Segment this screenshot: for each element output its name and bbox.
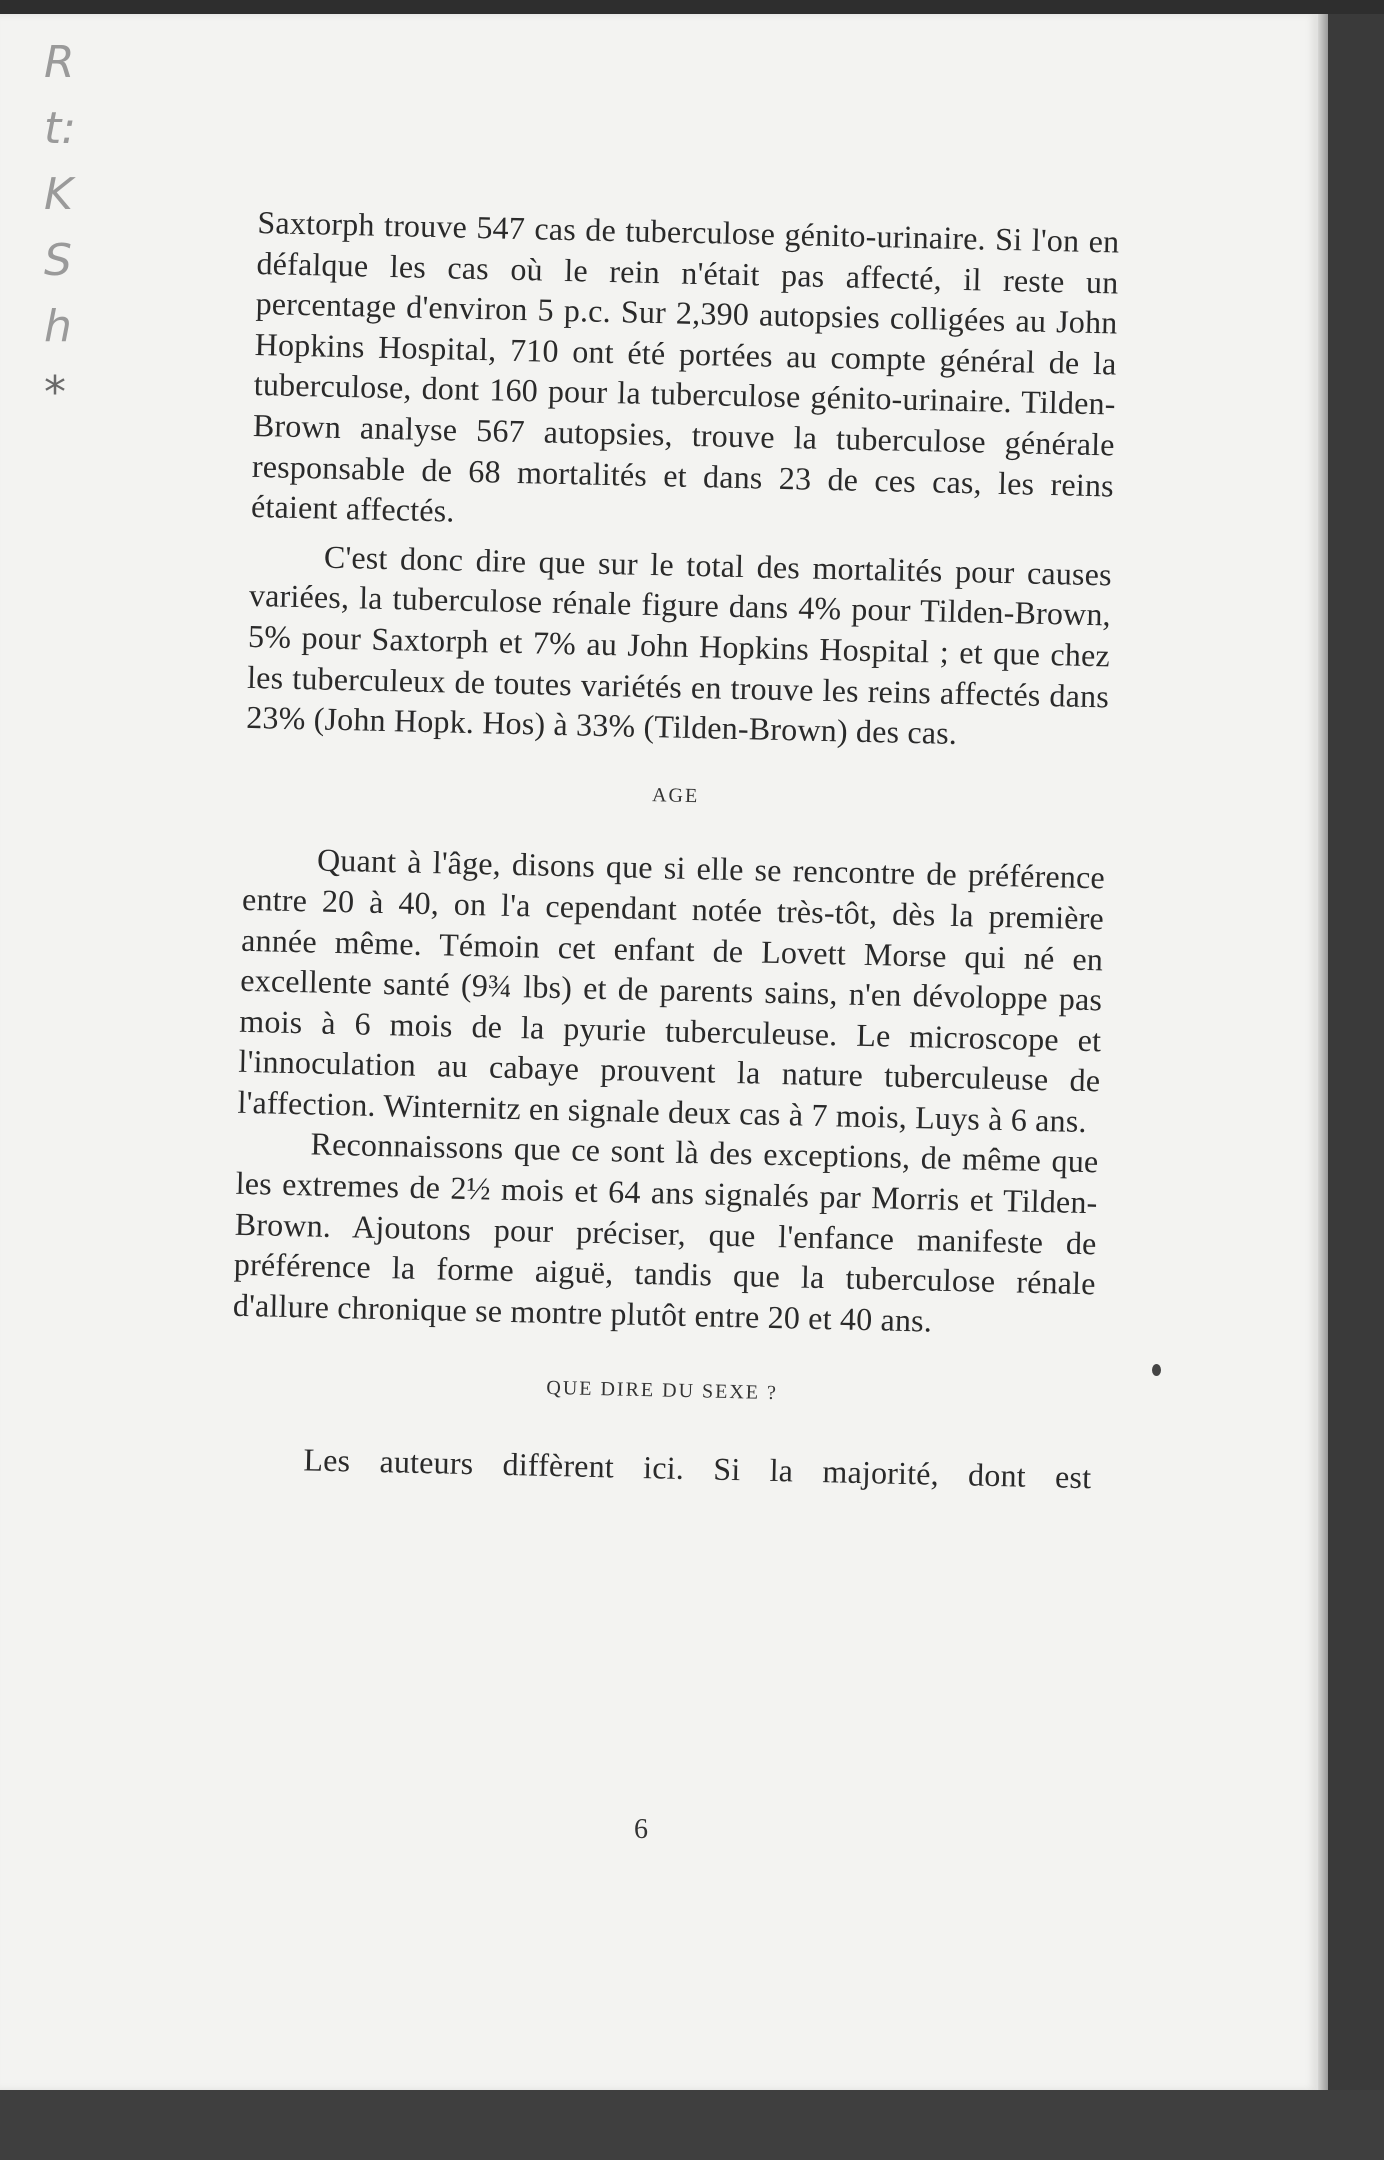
margin-handwriting (44, 30, 84, 426)
page-number: 6 (634, 1814, 648, 1845)
ink-speck (1152, 1364, 1161, 1376)
paragraph-age: Quant à l'âge, disons que si elle se rencontre de préférence entre 20 à 40, on l'a cependant notée très-tôt, dès la première année même. Témoin cet enfant de Lovett Morse qui né en excellente santé (9¾ lbs) et de parents sains, n'en dévoloppe pas mois à 6 mois de la pyurie tuberculeuse. Le microscope et l'innoculation au cabaye prouvent la nature tuberculeuse de l'affection. Winternitz en signale deux cas à 7 mois, Luys à 6 ans. (237, 841, 1106, 1139)
scan-top-border (0, 0, 1384, 14)
paragraph-exceptions: Reconnaissons que ce sont là des exceptions, de même que les extremes de 2½ mois et 64 ans signalés par Morris et Tilden-Brown. Ajoutons pour préciser, que l'enfance manifeste de préférence la forme aiguë, tandis que la tuberculose rénale d'allure chronique se montre plutôt entre 20 et 40 ans. (232, 1125, 1099, 1339)
body-text (229, 202, 1120, 1498)
section-heading-sexe: QUE DIRE DU SEXE ? (546, 1377, 779, 1405)
margin-mark: t: (44, 103, 77, 154)
margin-mark: h (44, 301, 72, 352)
margin-mark: K (44, 169, 73, 220)
page-edge (1318, 14, 1328, 2090)
scan-bottom-border (0, 2090, 1384, 2160)
margin-mark: * (44, 367, 66, 418)
paragraph-sexe: Les auteurs diffèrent ici. Si la majorité, dont est (303, 1441, 1092, 1496)
paragraph-mortalites: C'est donc dire que sur le total des mortalités pour causes variées, la tuberculose rénale figure dans 4% pour Tilden-Brown, 5% pour Saxtorph et 7% au John Hopkins Hospital ; et que chez les tuberculeux de toutes variétés en trouve les reins affectés dans 23% (John Hopk. Hos) à 33% (Tilden-Brown) des cas. (245, 538, 1113, 752)
margin-mark: S (44, 235, 72, 286)
paragraph-saxtorph: Saxtorph trouve 547 cas de tuberculose génito-urinaire. Si l'on en défalque les cas où le rein n'était pas affecté, il reste un percentage d'environ 5 p.c. Sur 2,390 autopsies colligées au John Hopkins Hospital, 710 ont été portées au compte général de la tuberculose, dont 160 pour la tuberculose génito-urinaire. Tilden-Brown analyse 567 autopsies, trouve la tuberculose générale responsable de 68 mortalités et dans 23 de ces cas, les reins étaient affectés. (250, 203, 1120, 529)
section-heading-age: AGE (651, 783, 700, 807)
margin-mark: R (44, 37, 75, 88)
